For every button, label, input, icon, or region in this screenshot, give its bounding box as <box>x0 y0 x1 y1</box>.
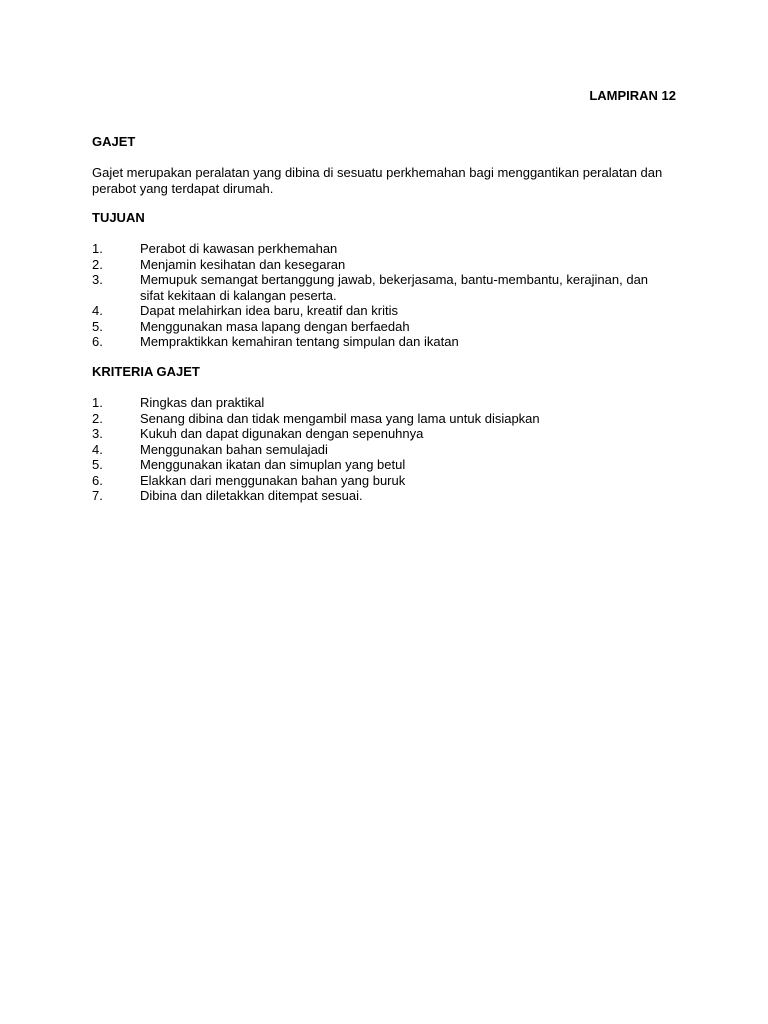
list-item-text: Senang dibina dan tidak mengambil masa yang lama untuk disiapkan <box>140 410 540 426</box>
list-item-number: 4. <box>92 303 103 318</box>
list-item-text: Mempraktikkan kemahiran tentang simpulan dan ikatan <box>140 334 459 349</box>
tujuan-list <box>92 241 692 350</box>
list-item-text: Menggunakan bahan semulajadi <box>140 441 328 457</box>
list-item-number: 5. <box>92 318 103 334</box>
list-item <box>92 395 692 411</box>
list-item-number: 7. <box>92 488 103 503</box>
gajet-heading: GAJET <box>92 134 136 149</box>
list-item <box>92 257 692 273</box>
list-item-number: 1. <box>92 395 103 410</box>
kriteria-heading: KRITERIA GAJET <box>92 364 200 379</box>
list-item-text: Menggunakan ikatan dan simuplan yang betul <box>140 457 406 472</box>
list-item <box>92 473 692 489</box>
list-item <box>92 303 692 319</box>
list-item-text: Menggunakan masa lapang dengan berfaedah <box>140 318 410 334</box>
list-item <box>92 426 692 442</box>
list-item-text: Memupuk semangat bertanggung jawab, bekerjasama, bantu-membantu, kerajinan, dan sifat kekitaan di kalangan peserta. <box>140 272 649 303</box>
list-item <box>92 442 692 458</box>
list-item-number: 3. <box>92 272 103 287</box>
list-item <box>92 241 692 257</box>
list-item-text: Dibina dan diletakkan ditempat sesuai. <box>140 488 363 503</box>
list-item-number: 4. <box>92 441 103 457</box>
list-item-number: 6. <box>92 472 103 488</box>
list-item-text: Kukuh dan dapat digunakan dengan sepenuhnya <box>140 426 424 441</box>
list-item <box>92 488 692 504</box>
list-item-number: 3. <box>92 426 103 441</box>
list-item-text: Menjamin kesihatan dan kesegaran <box>140 256 346 272</box>
list-item-number: 1. <box>92 241 103 256</box>
list-item <box>92 272 692 303</box>
list-item-number: 2. <box>92 256 103 272</box>
list-item <box>92 319 692 335</box>
list-item-number: 6. <box>92 334 103 349</box>
list-item-text: Elakkan dari menggunakan bahan yang buruk <box>140 472 406 488</box>
tujuan-heading: TUJUAN <box>92 210 145 225</box>
list-item-number: 5. <box>92 457 103 472</box>
appendix-label: LAMPIRAN 12 <box>589 88 676 103</box>
list-item <box>92 411 692 427</box>
kriteria-list <box>92 395 692 504</box>
list-item-number: 2. <box>92 410 103 426</box>
gajet-paragraph: Gajet merupakan peralatan yang dibina di sesuatu perkhemahan bagi menggantikan peralatan dan perabot yang terdapat dirumah. <box>92 165 663 196</box>
list-item-text: Perabot di kawasan perkhemahan <box>140 241 338 256</box>
list-item-text: Dapat melahirkan idea baru, kreatif dan kritis <box>140 303 398 318</box>
list-item <box>92 334 692 350</box>
list-item <box>92 457 692 473</box>
list-item-text: Ringkas dan praktikal <box>140 395 265 410</box>
